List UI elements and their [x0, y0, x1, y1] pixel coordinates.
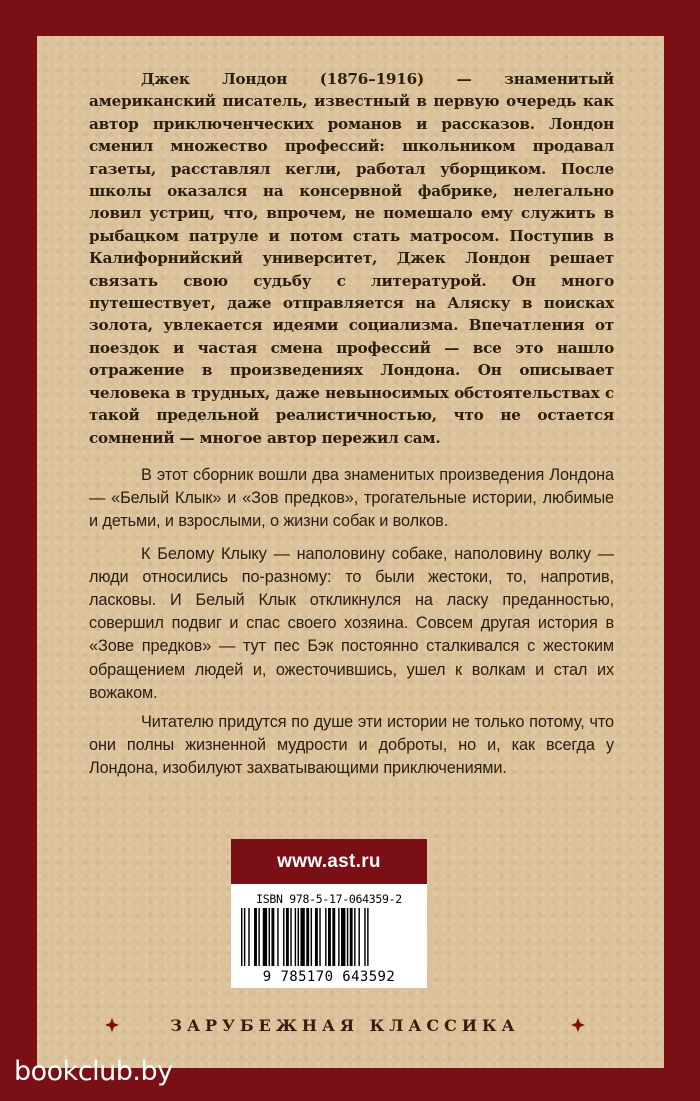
- ean-digits: 9 785170 643592: [262, 969, 396, 985]
- bookclub-watermark: bookclub.by: [14, 1056, 173, 1087]
- description-paragraph-2: К Белому Клыку — наполовину собаке, наполовину волку — люди относились по-разному: то были жестоки, то, напротив, ласковы. И Белый Клык откликнулся на ласку преданностью, совершил подвиг и спас своего хозяина. Совсем другая история в «Зове предков» — тут пес Бэк постоянно сталкивался с жестоким обращением людей и, ожесточившись, ушел к волкам и стал их вожаком.: [89, 544, 614, 702]
- parchment-panel: [37, 36, 664, 1068]
- series-banner: [105, 1011, 585, 1039]
- barcode-label: [231, 884, 427, 988]
- ornament-right-icon: [571, 1018, 585, 1032]
- description-paragraph-3: Читателю придутся по душе эти истории не только потому, что они полны жизненной мудрости и доброты, но и, как всегда у Лондона, изобилуют захватывающими приключениями.: [89, 713, 614, 778]
- isbn-number: ISBN 978-5-17-064359-2: [256, 892, 402, 906]
- series-title: ЗАРУБЕЖНАЯ КЛАССИКА: [170, 1015, 520, 1035]
- book-description: [89, 464, 614, 787]
- barcode-icon: [239, 908, 419, 968]
- ornament-left-icon: [105, 1018, 119, 1032]
- publisher-website[interactable]: www.ast.ru: [231, 839, 427, 884]
- description-paragraph-1: В этот сборник вошли два знаменитых произведения Лондона — «Белый Клык» и «Зов предков», трогательные истории, любимые и детьми, и взрослыми, о жизни собак и волков.: [89, 466, 614, 531]
- author-biography: Джек Лондон (1876–1916) — знаменитый американский писатель, известный в первую очередь как автор приключенческих романов и рассказов. Лондон сменил множество профессий: школьником продавал газеты, расставлял кегли, работал уборщиком. После школы оказался на консервной фабрике, нелегально ловил устриц, что, впрочем, не помешало ему служить в рыбацком патруле и потом стать матросом. Поступив в Калифорнийский университет, Джек Лондон решает связать свою судьбу с литературой. Он много путешествует, даже отправляется на Аляску в поисках золота, увлекается идеями социализма. Впечатления от поездок и частая смена профессий — все это нашло отражение в произведениях Лондона. Он описывает человека в трудных, даже невыносимых обстоятельствах с такой предельной реалистичностью, что не остается сомнений — многое автор пережил сам.: [89, 70, 614, 447]
